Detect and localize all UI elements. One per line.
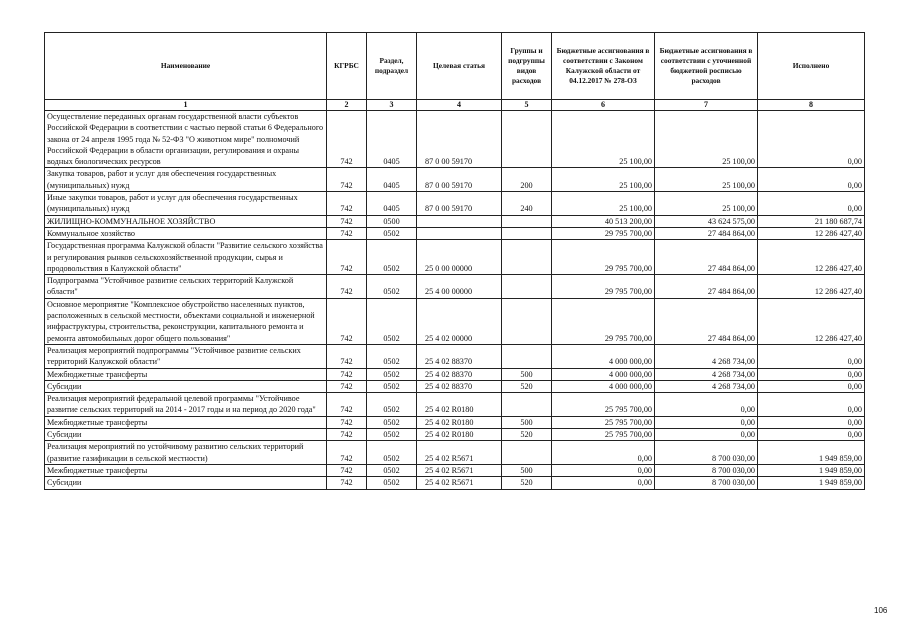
cell-law-allocation: 0,00: [552, 477, 655, 489]
cell-section: 0502: [367, 416, 417, 428]
cell-name: Осуществление переданных органам государственной власти субъектов Российской Федерации в соответствии с частью первой статьи 6 Федерального закона от 24 апреля 1995 года № 52-ФЗ "О животном мире" полномочий Российской Федерации в области организации, регулирования и охраны водных биологических ресурсов: [45, 111, 327, 168]
cell-kgrbs: 742: [327, 215, 367, 227]
table-row: [45, 192, 865, 216]
header-expense-group: Группы и подгруппы видов расходов: [502, 33, 552, 100]
table-row: [45, 215, 865, 227]
cell-kgrbs: 742: [327, 298, 367, 344]
cell-target-article: 25 4 02 R5671: [417, 441, 502, 465]
cell-executed: 12 286 427,40: [758, 240, 865, 275]
cell-section: 0502: [367, 393, 417, 417]
cell-section: 0502: [367, 464, 417, 476]
cell-roster-allocation: 4 268 734,00: [655, 344, 758, 368]
cell-target-article: 25 4 02 00000: [417, 298, 502, 344]
cell-expense-group: 520: [502, 477, 552, 489]
cell-section: 0500: [367, 215, 417, 227]
header-row: [45, 33, 865, 100]
cell-section: 0502: [367, 441, 417, 465]
cell-executed: 0,00: [758, 168, 865, 192]
cell-name: Иные закупки товаров, работ и услуг для обеспечения государственных (муниципальных) нужд: [45, 192, 327, 216]
column-number-row: [45, 100, 865, 111]
cell-expense-group: [502, 344, 552, 368]
cell-target-article: 25 4 02 88370: [417, 368, 502, 380]
cell-law-allocation: 29 795 700,00: [552, 227, 655, 239]
cell-expense-group: 520: [502, 380, 552, 392]
cell-law-allocation: 25 795 700,00: [552, 429, 655, 441]
cell-executed: 0,00: [758, 344, 865, 368]
header-roster-allocations: Бюджетные ассигнования в соответствии с уточненной бюджетной росписью расходов: [655, 33, 758, 100]
cell-section: 0502: [367, 227, 417, 239]
cell-law-allocation: 40 513 200,00: [552, 215, 655, 227]
cell-law-allocation: 0,00: [552, 464, 655, 476]
cell-executed: 1 949 859,00: [758, 441, 865, 465]
header-target-article: Целевая статья: [417, 33, 502, 100]
cell-roster-allocation: 4 268 734,00: [655, 380, 758, 392]
column-number: 3: [367, 100, 417, 111]
cell-executed: 0,00: [758, 368, 865, 380]
header-section: Раздел, подраздел: [367, 33, 417, 100]
cell-roster-allocation: 0,00: [655, 393, 758, 417]
cell-name: Закупка товаров, работ и услуг для обеспечения государственных (муниципальных) нужд: [45, 168, 327, 192]
header-executed: Исполнено: [758, 33, 865, 100]
cell-section: 0405: [367, 192, 417, 216]
cell-roster-allocation: 8 700 030,00: [655, 464, 758, 476]
page-number: 106: [874, 606, 888, 615]
cell-roster-allocation: 43 624 575,00: [655, 215, 758, 227]
cell-kgrbs: 742: [327, 464, 367, 476]
table-row: [45, 111, 865, 168]
cell-expense-group: 500: [502, 368, 552, 380]
table-row: [45, 477, 865, 489]
cell-target-article: [417, 227, 502, 239]
cell-executed: 21 180 687,74: [758, 215, 865, 227]
cell-name: Межбюджетные трансферты: [45, 368, 327, 380]
cell-law-allocation: 29 795 700,00: [552, 298, 655, 344]
cell-expense-group: [502, 227, 552, 239]
cell-name: Подпрограмма "Устойчивое развитие сельских территорий Калужской области": [45, 275, 327, 299]
cell-name: Субсидии: [45, 380, 327, 392]
cell-name: Межбюджетные трансферты: [45, 416, 327, 428]
cell-law-allocation: 4 000 000,00: [552, 380, 655, 392]
cell-executed: 0,00: [758, 111, 865, 168]
cell-section: 0502: [367, 298, 417, 344]
cell-executed: 12 286 427,40: [758, 275, 865, 299]
cell-kgrbs: 742: [327, 380, 367, 392]
table-row: [45, 298, 865, 344]
cell-expense-group: [502, 275, 552, 299]
cell-law-allocation: 29 795 700,00: [552, 240, 655, 275]
cell-roster-allocation: 25 100,00: [655, 111, 758, 168]
table-row: [45, 380, 865, 392]
column-number: 4: [417, 100, 502, 111]
cell-executed: 1 949 859,00: [758, 464, 865, 476]
cell-expense-group: [502, 240, 552, 275]
cell-kgrbs: 742: [327, 227, 367, 239]
cell-name: Основное мероприятие "Комплексное обустройство населенных пунктов, расположенных в сельской местности, объектами социальной и инженерной инфраструктуры, строительства, реконструкции, капитального ремонта и ремонта автомобильных дорог общего пользования": [45, 298, 327, 344]
cell-executed: 0,00: [758, 393, 865, 417]
cell-section: 0502: [367, 344, 417, 368]
cell-roster-allocation: 0,00: [655, 416, 758, 428]
cell-target-article: 25 4 02 R5671: [417, 477, 502, 489]
cell-executed: 0,00: [758, 416, 865, 428]
cell-kgrbs: 742: [327, 111, 367, 168]
cell-section: 0502: [367, 240, 417, 275]
table-row: [45, 441, 865, 465]
table-row: [45, 429, 865, 441]
cell-kgrbs: 742: [327, 429, 367, 441]
table-row: [45, 464, 865, 476]
column-number: 8: [758, 100, 865, 111]
cell-name: Межбюджетные трансферты: [45, 464, 327, 476]
cell-target-article: 25 4 02 88370: [417, 380, 502, 392]
cell-law-allocation: 4 000 000,00: [552, 344, 655, 368]
cell-roster-allocation: 27 484 864,00: [655, 298, 758, 344]
cell-executed: 1 949 859,00: [758, 477, 865, 489]
cell-section: 0502: [367, 380, 417, 392]
header-law-allocations: Бюджетные ассигнования в соответствии с Законом Калужской области от 04.12.2017 № 278-ОЗ: [552, 33, 655, 100]
cell-target-article: 25 0 00 00000: [417, 240, 502, 275]
cell-law-allocation: 4 000 000,00: [552, 368, 655, 380]
cell-roster-allocation: 27 484 864,00: [655, 275, 758, 299]
cell-expense-group: [502, 441, 552, 465]
cell-expense-group: [502, 298, 552, 344]
cell-law-allocation: 0,00: [552, 441, 655, 465]
cell-law-allocation: 25 100,00: [552, 192, 655, 216]
cell-name: Субсидии: [45, 477, 327, 489]
column-number: 1: [45, 100, 327, 111]
cell-name: Коммунальное хозяйство: [45, 227, 327, 239]
cell-target-article: 25 4 00 00000: [417, 275, 502, 299]
cell-expense-group: 500: [502, 464, 552, 476]
cell-name: ЖИЛИЩНО-КОММУНАЛЬНОЕ ХОЗЯЙСТВО: [45, 215, 327, 227]
cell-kgrbs: 742: [327, 368, 367, 380]
cell-name: Реализация мероприятий по устойчивому развитию сельских территорий (развитие газификации в сельской местности): [45, 441, 327, 465]
cell-kgrbs: 742: [327, 441, 367, 465]
cell-executed: 12 286 427,40: [758, 227, 865, 239]
cell-law-allocation: 25 100,00: [552, 168, 655, 192]
cell-roster-allocation: 27 484 864,00: [655, 240, 758, 275]
table-body: [45, 111, 865, 490]
table-row: [45, 393, 865, 417]
cell-section: 0502: [367, 429, 417, 441]
cell-expense-group: 200: [502, 168, 552, 192]
cell-target-article: 25 4 02 R0180: [417, 429, 502, 441]
cell-kgrbs: 742: [327, 416, 367, 428]
cell-kgrbs: 742: [327, 192, 367, 216]
cell-executed: 0,00: [758, 380, 865, 392]
table-row: [45, 168, 865, 192]
column-number: 7: [655, 100, 758, 111]
cell-roster-allocation: 8 700 030,00: [655, 477, 758, 489]
cell-name: Реализация мероприятий подпрограммы "Устойчивое развитие сельских территорий Калужской области": [45, 344, 327, 368]
header-kgrbs: КГРБС: [327, 33, 367, 100]
table-row: [45, 368, 865, 380]
cell-target-article: 87 0 00 59170: [417, 111, 502, 168]
cell-name: Государственная программа Калужской области "Развитие сельского хозяйства и регулирования рынков сельскохозяйственной продукции, сырья и продовольствия в Калужской области": [45, 240, 327, 275]
cell-roster-allocation: 4 268 734,00: [655, 368, 758, 380]
cell-section: 0405: [367, 111, 417, 168]
cell-law-allocation: 29 795 700,00: [552, 275, 655, 299]
cell-target-article: 25 4 02 R5671: [417, 464, 502, 476]
cell-target-article: 25 4 02 R0180: [417, 393, 502, 417]
cell-roster-allocation: 27 484 864,00: [655, 227, 758, 239]
cell-name: Субсидии: [45, 429, 327, 441]
cell-expense-group: [502, 215, 552, 227]
cell-executed: 12 286 427,40: [758, 298, 865, 344]
cell-target-article: 25 4 02 R0180: [417, 416, 502, 428]
cell-kgrbs: 742: [327, 240, 367, 275]
cell-target-article: [417, 215, 502, 227]
cell-expense-group: 520: [502, 429, 552, 441]
cell-law-allocation: 25 100,00: [552, 111, 655, 168]
cell-roster-allocation: 0,00: [655, 429, 758, 441]
cell-executed: 0,00: [758, 429, 865, 441]
cell-target-article: 87 0 00 59170: [417, 192, 502, 216]
table-row: [45, 344, 865, 368]
cell-name: Реализация мероприятий федеральной целевой программы "Устойчивое развитие сельских территорий на 2014 - 2017 годы и на период до 2020 года": [45, 393, 327, 417]
cell-kgrbs: 742: [327, 393, 367, 417]
cell-section: 0502: [367, 368, 417, 380]
cell-section: 0405: [367, 168, 417, 192]
table-row: [45, 416, 865, 428]
table-row: [45, 227, 865, 239]
column-number: 2: [327, 100, 367, 111]
cell-roster-allocation: 25 100,00: [655, 192, 758, 216]
cell-law-allocation: 25 795 700,00: [552, 416, 655, 428]
budget-execution-table: [44, 32, 865, 490]
table-row: [45, 275, 865, 299]
cell-section: 0502: [367, 477, 417, 489]
cell-law-allocation: 25 795 700,00: [552, 393, 655, 417]
header-name: Наименование: [45, 33, 327, 100]
cell-expense-group: [502, 111, 552, 168]
cell-executed: 0,00: [758, 192, 865, 216]
table-row: [45, 240, 865, 275]
cell-section: 0502: [367, 275, 417, 299]
cell-expense-group: 240: [502, 192, 552, 216]
cell-roster-allocation: 8 700 030,00: [655, 441, 758, 465]
column-number: 5: [502, 100, 552, 111]
column-number: 6: [552, 100, 655, 111]
cell-target-article: 25 4 02 88370: [417, 344, 502, 368]
cell-target-article: 87 0 00 59170: [417, 168, 502, 192]
cell-kgrbs: 742: [327, 275, 367, 299]
cell-expense-group: [502, 393, 552, 417]
cell-kgrbs: 742: [327, 168, 367, 192]
cell-kgrbs: 742: [327, 344, 367, 368]
cell-roster-allocation: 25 100,00: [655, 168, 758, 192]
cell-expense-group: 500: [502, 416, 552, 428]
cell-kgrbs: 742: [327, 477, 367, 489]
